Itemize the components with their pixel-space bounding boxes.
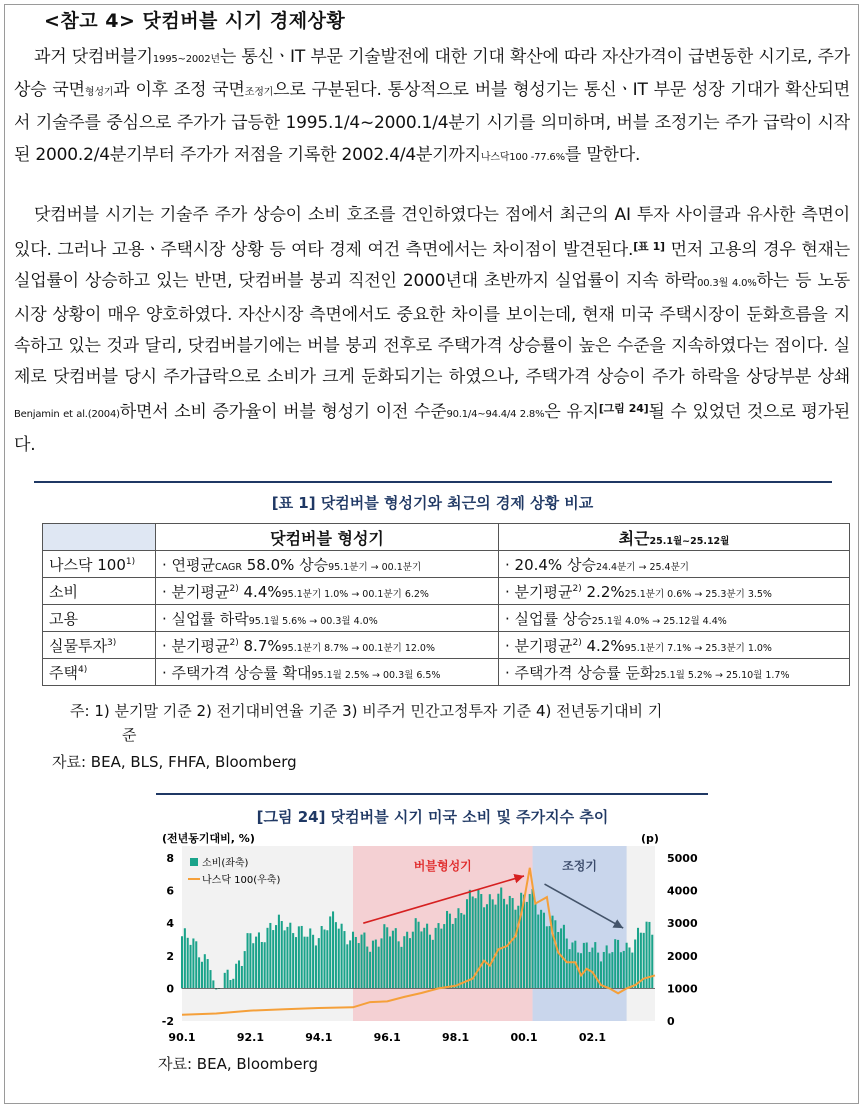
consumption-bar bbox=[184, 928, 186, 988]
x-tick-label: 00.1 bbox=[510, 1031, 538, 1044]
section-heading: <참고 4> 닷컴버블 시기 경제상황 bbox=[44, 10, 346, 32]
x-tick-label: 92.1 bbox=[236, 1031, 264, 1044]
y-left-tick-label: 4 bbox=[166, 917, 174, 931]
consumption-bar bbox=[494, 905, 496, 989]
consumption-bar bbox=[537, 915, 539, 989]
y-right-tick-label: 4000 bbox=[667, 884, 698, 898]
consumption-bar bbox=[255, 937, 257, 989]
y-left-tick-label: 6 bbox=[166, 884, 174, 898]
consumption-bar bbox=[329, 916, 331, 988]
y-left-tick-label: 2 bbox=[166, 949, 174, 963]
consumption-bar bbox=[440, 929, 442, 989]
consumption-bar bbox=[343, 931, 345, 988]
consumption-bar bbox=[586, 943, 588, 989]
x-tick-label: 96.1 bbox=[373, 1031, 401, 1044]
consumption-bar bbox=[443, 924, 445, 988]
consumption-bar bbox=[634, 940, 636, 989]
right-axis-unit: (p) bbox=[641, 832, 659, 845]
consumption-bar bbox=[563, 925, 565, 989]
consumption-bar bbox=[483, 907, 485, 988]
x-tick-label: 94.1 bbox=[305, 1031, 333, 1044]
consumption-bar bbox=[406, 932, 408, 989]
consumption-bar bbox=[352, 932, 354, 989]
consumption-bar bbox=[232, 979, 234, 989]
consumption-bar bbox=[546, 926, 548, 988]
consumption-bar bbox=[617, 940, 619, 989]
paragraph-1: 과거 닷컴버블기1995~2002년는 통신ㆍIT 부문 기술발전에 대한 기대 확산에 따라 자산가격이 급변동한 시기로, 주가 상승 국면형성기과 이후 조정 국면조정기으로 구분된다. 통상적으로 버블 형성기는 통신ㆍIT 부문 성장 기대가 확산되면서 기술주를 중심으로 주가가 급등한 1995.1/4~2000.1/4분기 시기를 의미하며, 버블 조정기는 주가 급락이 시작된 2000.2/4분기부터 주가가 저점을 기록한 2002.4/4분기까지나스닥100 -77.6%를 말한다. bbox=[14, 47, 851, 165]
consumption-bar bbox=[549, 926, 551, 988]
consumption-bar bbox=[369, 952, 371, 989]
consumption-bar bbox=[249, 933, 251, 988]
consumption-bar bbox=[423, 928, 425, 989]
consumption-bar bbox=[580, 953, 582, 988]
consumption-bar bbox=[304, 937, 306, 989]
consumption-bar bbox=[261, 942, 263, 988]
consumption-bar bbox=[420, 931, 422, 988]
consumption-bar bbox=[418, 922, 420, 989]
y-right-tick-label: 1000 bbox=[667, 982, 698, 996]
consumption-bar bbox=[532, 889, 534, 988]
consumption-bar bbox=[281, 921, 283, 988]
consumption-bar bbox=[298, 926, 300, 988]
consumption-bar bbox=[190, 945, 192, 988]
consumption-bar bbox=[238, 960, 240, 988]
consumption-bar bbox=[386, 927, 388, 988]
consumption-bar bbox=[455, 918, 457, 988]
x-tick-label: 90.1 bbox=[168, 1031, 196, 1044]
consumption-bar bbox=[209, 970, 211, 988]
consumption-bar bbox=[187, 938, 189, 989]
figure-top-rule bbox=[156, 793, 708, 795]
consumption-bar bbox=[204, 954, 206, 988]
x-tick-label: 02.1 bbox=[578, 1031, 606, 1044]
consumption-bar bbox=[192, 938, 194, 988]
consumption-bar bbox=[460, 913, 462, 988]
consumption-bar bbox=[266, 928, 268, 989]
consumption-bar bbox=[492, 899, 494, 988]
consumption-bar bbox=[309, 928, 311, 988]
consumption-bar bbox=[543, 913, 545, 989]
table-header-blank bbox=[43, 524, 156, 551]
consumption-bar bbox=[338, 929, 340, 989]
consumption-bar bbox=[560, 928, 562, 988]
consumption-bar bbox=[275, 925, 277, 988]
consumption-bar bbox=[326, 930, 328, 988]
consumption-bar bbox=[472, 896, 474, 988]
consumption-bar bbox=[517, 906, 519, 989]
consumption-bar bbox=[366, 947, 368, 989]
consumption-bar bbox=[526, 902, 528, 988]
table-header-bubble: 닷컴버블 형성기 bbox=[156, 524, 499, 551]
consumption-bar bbox=[628, 947, 630, 988]
consumption-bar bbox=[389, 936, 391, 988]
consumption-bar bbox=[489, 894, 491, 988]
y-right-tick-label: 5000 bbox=[667, 852, 698, 865]
consumption-bar bbox=[292, 933, 294, 988]
consumption-bar bbox=[437, 923, 439, 988]
table-header-row bbox=[43, 524, 850, 551]
consumption-bar bbox=[623, 951, 625, 988]
consumption-bar bbox=[201, 962, 203, 989]
consumption-bar bbox=[312, 935, 314, 989]
consumption-bar bbox=[395, 928, 397, 988]
consumption-bar bbox=[278, 915, 280, 989]
consumption-bar bbox=[286, 927, 288, 989]
consumption-bar bbox=[432, 940, 434, 989]
consumption-bar bbox=[363, 933, 365, 989]
consumption-bar bbox=[181, 936, 183, 988]
consumption-bar bbox=[380, 938, 382, 988]
consumption-bar bbox=[318, 938, 320, 988]
consumption-bar bbox=[227, 970, 229, 989]
table-row: 실물투자$^{3)}$ · 분기평균$^{2)}$ 8.7%95.1분기 8.7% → 00.1분기 12.0% · 분기평균$^{2)}$ 4.2%95.1분기 7.1% → 25.3분기 1.0% bbox=[43, 632, 850, 659]
consumption-bar bbox=[606, 945, 608, 988]
consumption-bar bbox=[566, 939, 568, 989]
consumption-bar bbox=[361, 935, 363, 989]
consumption-bar bbox=[512, 898, 514, 988]
consumption-bar bbox=[554, 920, 556, 988]
consumption-bar bbox=[480, 894, 482, 988]
legend-swatch-consumption bbox=[190, 858, 198, 866]
consumption-bar bbox=[321, 926, 323, 988]
consumption-bar bbox=[631, 953, 633, 989]
consumption-bar bbox=[400, 947, 402, 989]
paragraph-2: 닷컴버블 시기는 기술주 주가 상승이 소비 호조를 견인하였다는 점에서 최근의 AI 투자 사이클과 유사한 측면이 있다. 그러나 고용ㆍ주택시장 상황 등 여타 경제 여건 측면에서는 차이점이 발견된다.[표 1] 먼저 고용의 경우 현재는 실업률이 상승하고 있는 반면, 닷컴버블 붕괴 직전인 2000년대 초반까지 실업률이 지속 하락00.3월 4.0%하는 등 노동시장 상황이 매우 양호하였다. 자산시장 측면에서도 중요한 차이를 보이는데, 현재 미국 주택시장이 둔화흐름을 지속하고 있는 것과 달리, 닷컴버블기에는 버블 붕괴 전후로 주택가격 상승률이 높은 수준을 지속하였다는 점이다. 실제로 닷컴버블 당시 주가급락으로 소비가 크게 둔화되기는 하였으나, 주택가격 상승이 주가 하락을 상당부분 상쇄Benjamin et al.(2004)하면서 소비 증가율이 버블 형성기 이전 수준90.1/4~94.4/4 2.8%은 유지[그림 24]될 수 있었던 것으로 평가된다. bbox=[14, 205, 851, 456]
table-row: 나스닥 100$^{1)}$ · 연평균CAGR 58.0% 상승95.1분기 → 00.1분기 · 20.4% 상승24.4분기 → 25.4분기 bbox=[43, 551, 850, 578]
consumption-bar bbox=[244, 951, 246, 988]
consumption-bar bbox=[358, 943, 360, 988]
table-note-line-2: 준 bbox=[122, 726, 137, 744]
consumption-bar bbox=[392, 931, 394, 989]
consumption-bar bbox=[429, 935, 431, 989]
consumption-bar bbox=[301, 926, 303, 988]
y-left-tick-label: 0 bbox=[166, 982, 174, 996]
y-left-tick-label: -2 bbox=[161, 1015, 174, 1028]
consumption-bar bbox=[497, 894, 499, 989]
consumption-bar bbox=[503, 899, 505, 989]
consumption-bar bbox=[534, 904, 536, 988]
period-region-label: 조정기 bbox=[562, 859, 597, 873]
consumption-bar bbox=[306, 937, 308, 989]
consumption-bar bbox=[435, 928, 437, 989]
table-header-recent: 최근25.1월~25.12월 bbox=[499, 524, 850, 551]
consumption-bar bbox=[486, 904, 488, 988]
consumption-bar bbox=[529, 894, 531, 988]
consumption-bar bbox=[403, 936, 405, 988]
consumption-bar bbox=[620, 952, 622, 988]
consumption-bar bbox=[372, 941, 374, 989]
consumption-bar bbox=[569, 949, 571, 988]
left-axis-unit: (전년동기대비, %) bbox=[162, 832, 255, 845]
consumption-bar bbox=[626, 943, 628, 989]
comparison-table bbox=[42, 523, 850, 686]
consumption-bar bbox=[608, 953, 610, 988]
period-region-label: 버블형성기 bbox=[413, 859, 472, 873]
consumption-bar bbox=[272, 930, 274, 988]
consumption-bar bbox=[341, 924, 343, 989]
consumption-bar bbox=[229, 980, 231, 988]
consumption-bar bbox=[637, 928, 639, 989]
consumption-bar bbox=[557, 932, 559, 988]
consumption-bar bbox=[295, 937, 297, 988]
consumption-bar bbox=[335, 922, 337, 988]
legend-label-nasdaq: 나스닥 100(우축) bbox=[202, 875, 281, 886]
consumption-bar bbox=[258, 932, 260, 988]
consumption-bar bbox=[452, 924, 454, 988]
consumption-bar bbox=[412, 932, 414, 989]
x-tick-label: 98.1 bbox=[442, 1031, 470, 1044]
y-right-tick-label: 0 bbox=[667, 1015, 675, 1028]
consumption-bar bbox=[426, 924, 428, 989]
consumption-bar bbox=[355, 937, 357, 988]
figure-caption: [그림 24] 닷컴버블 시기 미국 소비 및 주가지수 추이 bbox=[256, 808, 609, 826]
figure-reference: [그림 24] bbox=[598, 402, 649, 416]
consumption-bar bbox=[269, 923, 271, 988]
consumption-bar bbox=[514, 910, 516, 989]
consumption-bar bbox=[594, 942, 596, 988]
consumption-bar bbox=[378, 947, 380, 989]
table-top-rule bbox=[34, 481, 832, 483]
table-reference: [표 1] bbox=[633, 240, 665, 254]
consumption-bar bbox=[651, 935, 653, 989]
consumption-bar bbox=[469, 890, 471, 989]
consumption-bar bbox=[264, 942, 266, 988]
consumption-bar bbox=[224, 973, 226, 989]
table-source: 자료: BEA, BLS, FHFA, Bloomberg bbox=[52, 753, 297, 771]
consumption-bar bbox=[409, 938, 411, 988]
figure-source: 자료: BEA, Bloomberg bbox=[158, 1055, 318, 1073]
consumption-bar bbox=[315, 945, 317, 988]
consumption-bar bbox=[415, 918, 417, 988]
consumption-bar bbox=[614, 939, 616, 988]
table-note-line-1: 주: 1) 분기말 기준 2) 전기대비연율 기준 3) 비주거 민간고정투자 기준 4) 전년동기대비 기 bbox=[70, 702, 663, 720]
consumption-bar bbox=[247, 933, 249, 988]
consumption-bar bbox=[284, 930, 286, 988]
table-row: 소비 · 분기평균$^{2)}$ 4.4%95.1분기 1.0% → 00.1분기 6.2% · 분기평균$^{2)}$ 2.2%25.1분기 0.6% → 25.3분기 3.5% bbox=[43, 578, 850, 605]
consumption-bar bbox=[500, 888, 502, 989]
consumption-bar bbox=[648, 922, 650, 988]
consumption-bar bbox=[212, 980, 214, 988]
consumption-bar bbox=[446, 911, 448, 988]
consumption-bar bbox=[241, 966, 243, 988]
consumption-bar bbox=[611, 952, 613, 988]
consumption-bar bbox=[583, 943, 585, 989]
consumption-bar bbox=[346, 944, 348, 988]
consumption-bar bbox=[332, 911, 334, 988]
consumption-bar bbox=[477, 889, 479, 988]
consumption-bar bbox=[571, 942, 573, 988]
table-row: 고용 · 실업률 하락95.1월 5.6% → 00.3월 4.0% · 실업률 상승25.1월 4.0% → 25.12월 4.4% bbox=[43, 605, 850, 632]
consumption-bar bbox=[207, 959, 209, 988]
table-caption: [표 1] 닷컴버블 형성기와 최근의 경제 상황 비교 bbox=[271, 494, 594, 512]
consumption-bar bbox=[463, 915, 465, 989]
consumption-bar bbox=[289, 923, 291, 989]
consumption-bar bbox=[591, 948, 593, 989]
consumption-bar bbox=[398, 941, 400, 988]
consumption-bar bbox=[603, 952, 605, 988]
consumption-bar bbox=[198, 957, 200, 988]
y-right-tick-label: 3000 bbox=[667, 917, 698, 931]
legend-label-consumption: 소비(좌축) bbox=[202, 858, 249, 869]
consumption-bar bbox=[349, 940, 351, 988]
consumption-bar bbox=[235, 964, 237, 989]
consumption-bar bbox=[540, 910, 542, 989]
consumption-bar bbox=[252, 943, 254, 988]
consumption-bar bbox=[449, 914, 451, 989]
consumption-bar bbox=[323, 930, 325, 989]
consumption-bar bbox=[466, 899, 468, 988]
consumption-nasdaq-chart bbox=[150, 828, 710, 1050]
consumption-bar bbox=[383, 924, 385, 988]
y-left-tick-label: 8 bbox=[166, 852, 174, 865]
consumption-bar bbox=[375, 940, 377, 989]
consumption-bar bbox=[195, 941, 197, 988]
table-row: 주택$^{4)}$ · 주택가격 상승률 확대95.1월 2.5% → 00.3월 6.5% · 주택가격 상승률 둔화25.1월 5.2% → 25.10월 1.7% bbox=[43, 659, 850, 686]
y-right-tick-label: 2000 bbox=[667, 949, 698, 963]
consumption-bar bbox=[457, 908, 459, 988]
